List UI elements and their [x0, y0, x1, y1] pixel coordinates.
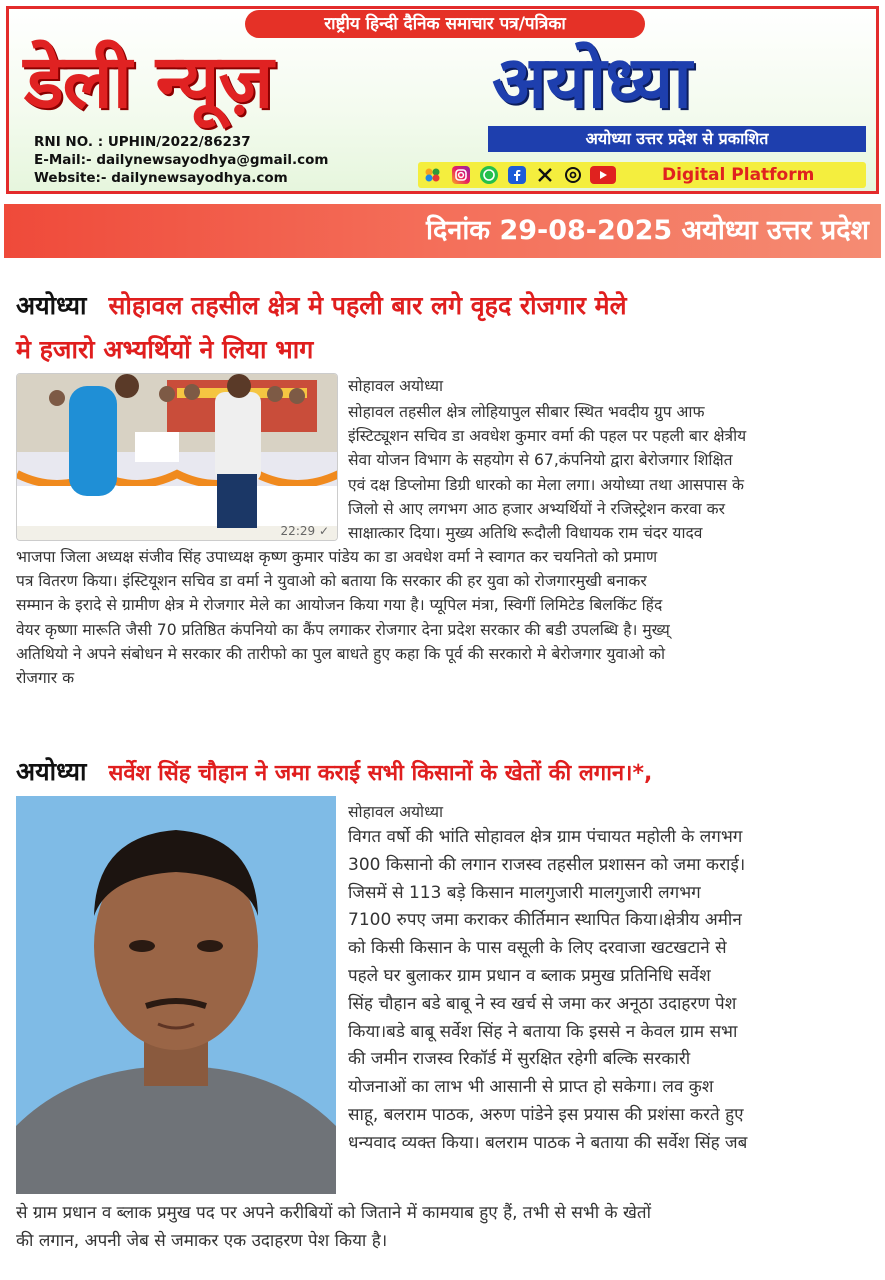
- article2-line: योजनाओं का लाभ भी आसानी से प्राप्त हो सकेगा। लव कुश: [348, 1077, 714, 1098]
- article1-line: एवं दक्ष डिप्लोमा डिग्री धारको का मेला लगा। अयोध्या तथा आसपास के: [348, 475, 744, 494]
- article1-line: सम्मान के इरादे से ग्रामीण क्षेत्र मे रोजगार मेले का आयोजन किया गया है। प्यूपिल मंत्रा, स्विगीं लिमिटेड बिलकिंट हिंद: [16, 596, 663, 615]
- article2-line: की जमीन राजस्व रिकॉर्ड में सुरक्षित रहेगी बल्कि सरकारी: [348, 1049, 691, 1070]
- article2-place: अयोध्या: [16, 757, 87, 786]
- facebook-icon: [508, 166, 526, 184]
- article2-line: विगत वर्षो की भांति सोहावल क्षेत्र ग्राम पंचायत महोली के लगभग: [348, 827, 743, 847]
- article1-line: जिलो से आए लगभग आठ हजार अभ्यर्थियों ने रजिस्ट्रेशन करवा कर: [348, 499, 726, 518]
- article1-headline-line1: सोहावल तहसील क्षेत्र मे पहली बार लगे वृहद रोजगार मेले: [108, 291, 627, 320]
- article2-line: 300 किसानो की लगान राजस्व तहसील प्रशासन को जमा कराई।: [348, 854, 746, 875]
- article1-line: सेवा योजन विभाग के सहयोग से 67,कंपनियो द्वारा बेरोजगार शिक्षित: [348, 451, 733, 470]
- article2-line: जिसमें से 113 बड़े किसान मालगुजारी मालगुजारी लगभग: [348, 882, 701, 903]
- article1-line: रोजगार क: [16, 669, 75, 688]
- article2-line: सिंह चौहान बडे बाबू ने स्व खर्च से जमा कर अनूठा उदाहरण पेश: [348, 993, 737, 1014]
- threads-icon: [564, 166, 582, 184]
- article2-line: से ग्राम प्रधान व ब्लाक प्रमुख पद पर अपने करीबियों को जिताने में कामयाब हुए हैं, तभी से सभी के खेतों: [16, 1203, 651, 1223]
- article1-line: सोहावल तहसील क्षेत्र लोहियापुल सीबार स्थित भवदीय ग्रुप आफ: [348, 403, 705, 421]
- article1-line: अतिथियो ने अपने संबोधन मे सरकार की तारीफो का पुल बाधते हुए कहा कि पूर्व की सरकारो मे बेरोजगार युवाओ को: [16, 644, 666, 663]
- article2-line: की लगान, अपनी जेब से जमाकर एक उदाहरण पेश किया है।: [16, 1230, 388, 1251]
- article2-byline: सोहावल अयोध्या: [348, 803, 444, 821]
- portrait-photo: [16, 796, 336, 1194]
- social-platform-bar: [418, 162, 866, 188]
- whatsapp-icon: [480, 166, 498, 184]
- article2-line: धन्यवाद व्यक्त किया। बलराम पाठक ने बताया की सर्वेश सिंह जब: [348, 1132, 748, 1153]
- article2-line: 7100 रुपए जमा कराकर कीर्तिमान स्थापित किया।क्षेत्रीय अमीन: [348, 910, 742, 931]
- article1-headline-line2: मे हजारो अभ्यर्थियों ने लिया भाग: [16, 335, 314, 364]
- article1-headline: [16, 284, 876, 328]
- article2-headline: [16, 750, 876, 796]
- article2-headline-text: सर्वेश सिंह चौहान ने जमा कराई सभी किसानों के खेतों की लगान।*,: [108, 761, 653, 786]
- article2-line: को किसी किसान के पास वसूली के लिए दरवाजा खटखटाने से: [348, 938, 727, 959]
- newspaper-title-ayodhya: अयोध्या: [492, 40, 691, 124]
- article1-photo: [16, 373, 338, 541]
- article1-body-full: [16, 545, 869, 690]
- article1-body-wrapped: [348, 400, 869, 545]
- youtube-icon: [590, 166, 616, 184]
- masthead: [0, 0, 885, 196]
- article1-byline: सोहावल अयोध्या: [348, 377, 444, 395]
- kooapp-icon: [424, 166, 442, 184]
- article1-line: इंस्टिट्यूशन सचिव डा अवधेश कुमार वर्मा की पहल पर पहली बार क्षेत्रीय: [348, 427, 747, 446]
- date-bar: [4, 204, 881, 258]
- article1-place: अयोध्या: [16, 291, 87, 320]
- x-icon: [536, 166, 554, 184]
- article2-photo: [16, 796, 336, 1194]
- article2-line: साहू, बलराम पाठक, अरुण पांडेने इस प्रयास की प्रशंसा करते हुए: [348, 1104, 744, 1125]
- article1-line: साक्षात्कार दिया। मुख्य अतिथि रूदौली विधायक राम चंदर यादव: [348, 524, 703, 543]
- article1-line: पत्र वितरण किया। इंस्टियूशन सचिव डा वर्मा ने युवाओ को बताया कि सरकार की हर युवा को रोजगारमुखी बनाकर: [16, 572, 647, 591]
- masthead-tagline: राष्ट्रीय हिन्दी दैनिक समाचार पत्र/पत्रिका: [245, 10, 645, 38]
- article1-headline-continued: [16, 328, 876, 372]
- employment-fair-photo: [17, 374, 338, 541]
- article2-line: किया।बडे बाबू सर्वेश सिंह ने बताया कि इससे न केवल ग्राम सभा: [348, 1021, 738, 1042]
- website-address: Website:- dailynewsayodhya.com: [34, 170, 288, 186]
- article1-line: वेयर कृष्णा मारूति जैसी 70 प्रतिष्ठित कंपनियो का कैंप लगाकर रोजगार देना प्रदेश सरकार की बडी उपलब्धि है। मुख्य्: [16, 620, 670, 639]
- date-location-text: दिनांक 29-08-2025 अयोध्या उत्तर प्रदेश: [426, 215, 869, 246]
- article1-line: भाजपा जिला अध्यक्ष संजीव सिंह उपाध्यक्ष कृष्ण कुमार पांडेय का डा अवधेश वर्मा ने स्वागत कर चयनितो को प्रमाण: [16, 548, 658, 566]
- article2-body-wrapped: [348, 824, 869, 1158]
- email-address: E-Mail:- dailynewsayodhya@gmail.com: [34, 152, 329, 168]
- article2-body-full: [16, 1200, 869, 1256]
- rni-number: RNI NO. : UPHIN/2022/86237: [34, 134, 251, 150]
- newspaper-title-daily-news: डेली न्यूज़: [24, 39, 273, 125]
- article2-line: पहले घर बुलाकर ग्राम प्रधान व ब्लाक प्रमुख प्रतिनिधि सर्वेश: [348, 965, 711, 986]
- published-from-banner: अयोध्या उत्तर प्रदेश से प्रकाशित: [488, 126, 866, 152]
- digital-platform-label: Digital Platform: [662, 165, 815, 185]
- instagram-icon: [452, 166, 470, 184]
- photo-timestamp: 22:29 ✓: [280, 524, 329, 538]
